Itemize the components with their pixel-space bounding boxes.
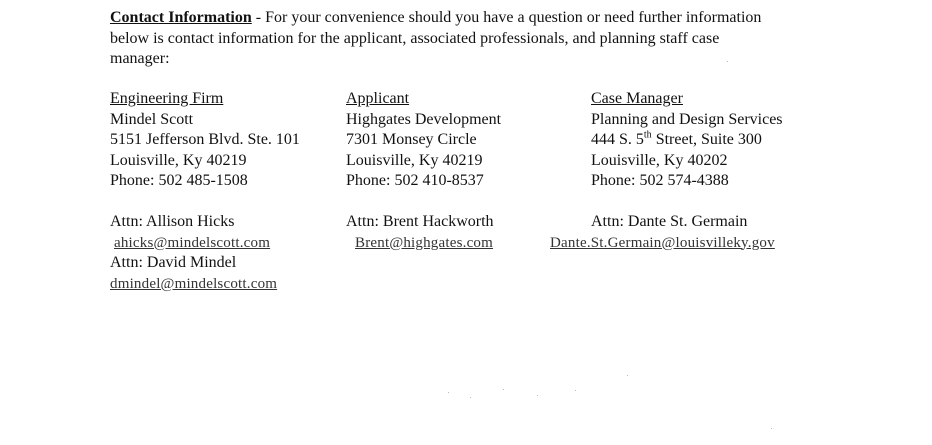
engineering-firm-email-1[interactable]: ahicks@mindelscott.com: [114, 234, 271, 251]
case-manager-city: Louisville, Ky 40202: [591, 151, 728, 169]
scan-speck: [575, 390, 576, 391]
spacer: [591, 192, 783, 213]
contact-info-text: - For your convenience should you have a question or need further information below is contact information for the applicant, associated professionals, and planning staff case manager:: [110, 9, 762, 67]
case-manager-attn: Attn: Dante St. Germain: [591, 213, 748, 230]
applicant-name: Highgates Development: [346, 110, 502, 128]
scan-speck: [771, 428, 772, 429]
engineering-firm-attn-1: Attn: Allison Hicks: [110, 213, 235, 230]
case-manager-address-suffix: Street, Suite 300: [651, 131, 762, 148]
applicant-column: [346, 89, 501, 253]
applicant-city: Louisville, Ky 40219: [346, 151, 483, 169]
case-manager-phone: Phone: 502 574-4388: [591, 172, 729, 189]
case-manager-email[interactable]: Dante.St.Germain@louisvilleky.gov: [550, 234, 775, 251]
case-manager-name: Planning and Design Services: [591, 110, 783, 128]
engineering-firm-email-2[interactable]: dmindel@mindelscott.com: [110, 275, 278, 292]
applicant-address: 7301 Monsey Circle: [346, 131, 477, 148]
case-manager-address: [591, 130, 783, 151]
scan-speck: [448, 392, 449, 393]
case-manager-title: Case Manager: [591, 90, 683, 107]
applicant-phone: Phone: 502 410-8537: [346, 172, 484, 189]
engineering-firm-column: [110, 89, 300, 294]
applicant-email[interactable]: Brent@highgates.com: [355, 234, 494, 251]
case-manager-address-sup: th: [643, 129, 652, 141]
engineering-firm-name: Mindel Scott: [110, 110, 194, 128]
spacer: [110, 192, 300, 213]
engineering-firm-attn-2: Attn: David Mindel: [110, 254, 237, 271]
contact-info-heading: Contact Information: [110, 9, 252, 26]
scan-speck: [470, 397, 471, 398]
scan-speck: [537, 395, 538, 396]
contact-info-intro: [110, 8, 770, 70]
engineering-firm-phone: Phone: 502 485-1508: [110, 172, 248, 189]
scan-speck: [627, 375, 628, 376]
case-manager-address-prefix: 444 S. 5: [591, 131, 644, 148]
engineering-firm-title: Engineering Firm: [110, 90, 224, 107]
applicant-title: Applicant: [346, 90, 410, 107]
applicant-attn: Attn: Brent Hackworth: [346, 213, 494, 230]
engineering-firm-address: 5151 Jefferson Blvd. Ste. 101: [110, 131, 300, 148]
spacer: [346, 192, 501, 213]
scan-speck: [503, 389, 504, 390]
scan-speck: [727, 61, 728, 62]
case-manager-column: [550, 89, 783, 253]
engineering-firm-city: Louisville, Ky 40219: [110, 151, 247, 169]
